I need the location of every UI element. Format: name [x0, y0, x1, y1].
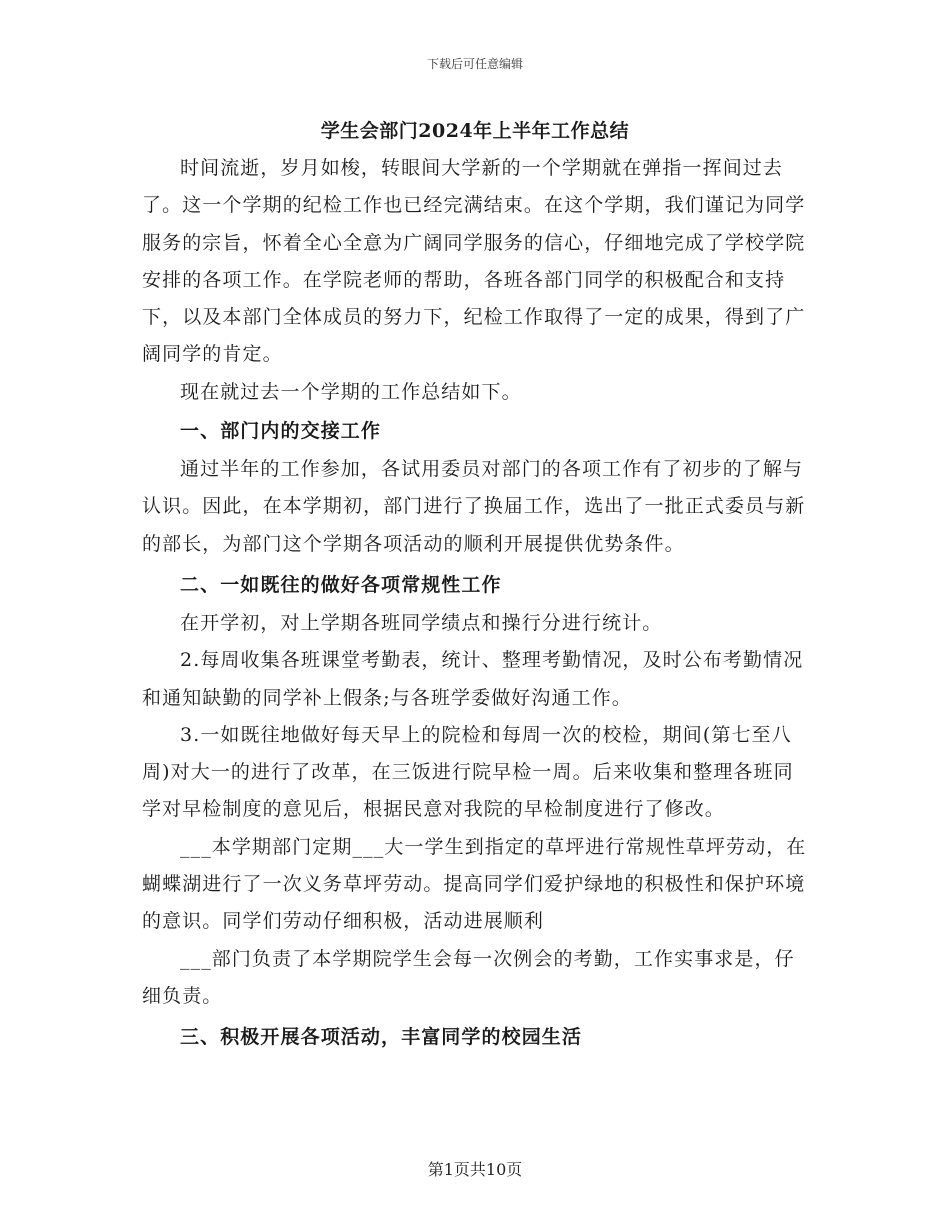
document-title: 学生会部门2024年上半年工作总结 [320, 120, 630, 142]
paragraph-lawn-labor: ___本学期部门定期___大一学生到指定的草坪进行常规性草坪劳动，在蝴蝶湖进行了一次义务草坪劳动。提高同学们爱护绿地的积极性和保护环境的意识。同学们劳动仔细积极，活动进展顺利 [142, 835, 807, 933]
document-body [142, 150, 812, 1057]
section-heading-1: 一、部门内的交接工作 [180, 420, 382, 443]
paragraph-summary-lead: 现在就过去一个学期的工作总结如下。 [180, 380, 522, 403]
paragraph-morning-check: 3.一如既往地做好每天早上的院检和每周一次的校检，期间(第七至八周)对大一的进行了改革，在三饭进行院早检一周。后来收集和整理各班同学对早检制度的意见后，根据民意对我院的早检制度进行了修改。 [142, 723, 794, 821]
paragraph-stats: 在开学初，对上学期各班同学绩点和操行分进行统计。 [180, 611, 663, 634]
paragraph-handover: 通过半年的工作参加，各试用委员对部门的各项工作有了初步的了解与认识。因此，在本学期初，部门进行了换届工作，选出了一批正式委员与新的部长，为部门这个学期各项活动的顺利开展提供优势条件。 [142, 458, 806, 555]
paragraph-attendance: 2.每周收集各班课堂考勤表，统计、整理考勤情况，及时公布考勤情况和通知缺勤的同学补上假条;与各班学委做好沟通工作。 [142, 649, 804, 709]
paragraph-meeting-attendance: ___部门负责了本学期院学生会每一次例会的考勤，工作实事求是，仔细负责。 [142, 947, 795, 1007]
section-heading-2: 二、一如既往的做好各项常规性工作 [180, 573, 502, 596]
page-footer: 第1页共10页 [427, 1160, 523, 1179]
header-note: 下载后可任意编辑 [426, 57, 523, 71]
section-heading-3: 三、积极开展各项活动，丰富同学的校园生活 [180, 1026, 583, 1049]
paragraph-intro: 时间流逝，岁月如梭，转眼间大学新的一个学期就在弹指一挥间过去了。这一个学期的纪检工作也已经完满结束。在这个学期，我们谨记为同学服务的宗旨，怀着全心全意为广阔同学服务的信心，仔细地完成了学校学院安排的各项工作。在学院老师的帮助，各班各部门同学的积极配合和支持下，以及本部门全体成员的努力下，纪检工作取得了一定的成果，得到了广阔同学的肯定。 [142, 157, 806, 366]
